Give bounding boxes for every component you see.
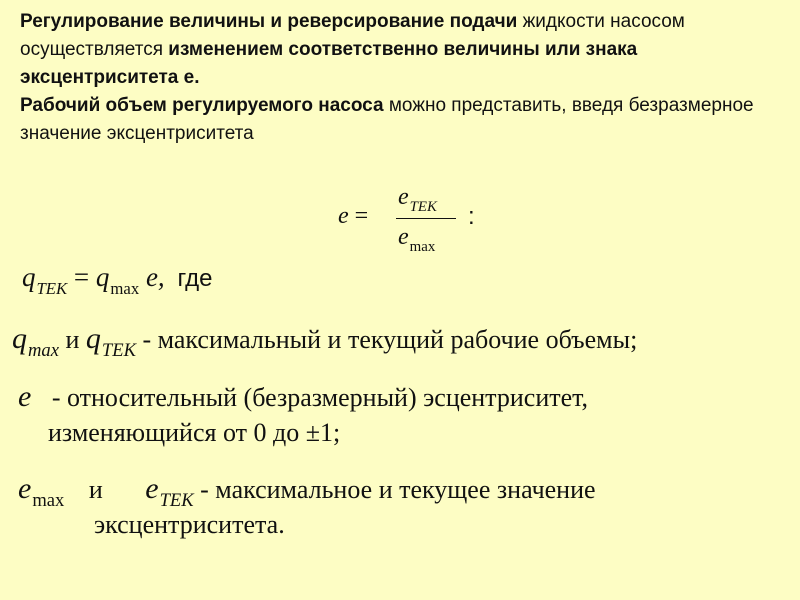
def2-text-1: - относительный (безразмерный) эсцентриситет, xyxy=(51,383,589,412)
intro-p1-plain: жидкости насосом осуществляется xyxy=(20,11,685,60)
def3-etek-sub: ТЕК xyxy=(159,490,194,512)
def3-text-1: - максимальное и текущее значение xyxy=(200,475,596,504)
formula-working-volume xyxy=(22,262,213,298)
formula-e-den-var: e xyxy=(398,224,409,250)
formula-q-sub: ТЕК xyxy=(36,278,68,298)
def1-symbol-qtek xyxy=(85,322,136,362)
formula-e-numerator xyxy=(398,184,437,215)
definition-relative-eccentricity xyxy=(18,380,588,414)
formula-e-den-sub: max xyxy=(409,238,436,255)
definition-relative-eccentricity-cont xyxy=(48,418,340,448)
intro-text xyxy=(20,8,790,148)
intro-paragraph-2 xyxy=(20,92,790,148)
def1-qtek-sub: ТЕК xyxy=(101,340,136,362)
formula-q-equals: = xyxy=(73,262,90,292)
formula-q-max-var: q xyxy=(95,262,110,292)
def3-and: и xyxy=(88,475,103,504)
def1-qtek-var: q xyxy=(85,322,101,355)
def1-and: и xyxy=(65,325,80,354)
formula-relative-eccentricity xyxy=(338,184,498,264)
intro-p1-bold-2: изменением соответственно величины или знака эксцентриситета е. xyxy=(20,39,638,88)
def3-symbol-etek xyxy=(145,472,194,512)
def3-text-2: эксцентриситета. xyxy=(94,510,285,539)
def1-text: - максимальный и текущий рабочие объемы; xyxy=(142,325,638,354)
formula-q-max-sub: max xyxy=(110,278,140,298)
formula-e-equals: = xyxy=(354,203,369,229)
formula-e-num-sub: ТЕК xyxy=(409,198,437,215)
def1-qmax-sub: max xyxy=(28,340,59,362)
definition-volumes xyxy=(12,322,638,362)
formula-e-denominator xyxy=(398,224,436,255)
def3-emax-var: e xyxy=(18,472,32,505)
definition-eccentricity-values xyxy=(18,472,596,512)
formula-e-var: e xyxy=(338,203,349,229)
def3-symbol-emax xyxy=(18,472,65,512)
def3-etek-var: e xyxy=(145,472,159,505)
formula-q-rhs xyxy=(95,262,165,298)
def3-emax-sub: max xyxy=(32,490,65,512)
intro-p2-bold: Рабочий объем регулируемого насоса xyxy=(20,95,384,116)
formula-e-num-var: e xyxy=(398,184,409,210)
formula-q-where: где xyxy=(177,265,213,292)
def1-qmax-var: q xyxy=(12,322,27,355)
formula-e-lhs xyxy=(338,203,368,230)
formula-q-var: q xyxy=(22,262,36,292)
formula-q-lhs xyxy=(22,262,68,298)
intro-p1-bold-1: Регулирование величины и реверсирование подачи xyxy=(20,11,518,32)
intro-paragraph-1 xyxy=(20,8,790,92)
formula-q-e: e, xyxy=(145,262,165,292)
def2-symbol-e: e xyxy=(18,380,32,413)
definition-eccentricity-values-cont xyxy=(94,510,285,540)
def1-symbol-qmax xyxy=(12,322,59,362)
def2-text-2: изменяющийся от 0 до ±1; xyxy=(48,418,341,447)
formula-e-fraction-bar xyxy=(396,218,456,219)
formula-e-colon: : xyxy=(468,203,475,230)
intro-p2-plain: можно представить, введя безразмерное значение эксцентриситета xyxy=(20,95,754,144)
